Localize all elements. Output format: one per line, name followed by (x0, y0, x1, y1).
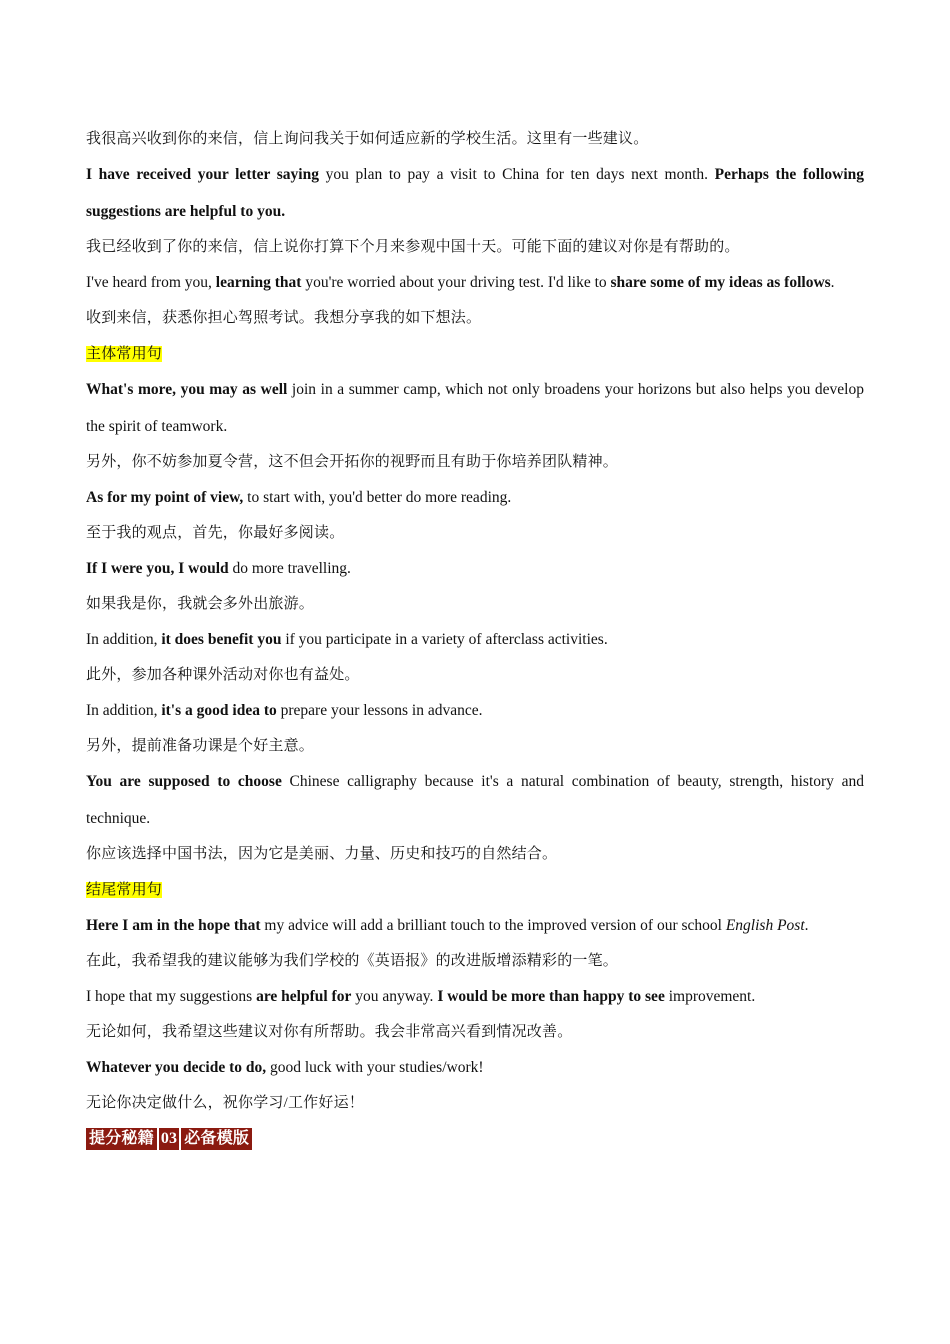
key-phrase: are helpful for (256, 988, 352, 1005)
ending-sentence (86, 1049, 864, 1086)
sentence-text: . (804, 917, 809, 934)
opening-sentence (86, 264, 864, 301)
key-phrase: I have received your letter saying (86, 166, 319, 183)
key-phrase: Perhaps the following suggestions are helpful to you. (86, 166, 865, 220)
sentence-text: you anyway. (351, 988, 438, 1005)
sentence-text: In addition, (86, 631, 162, 648)
cn-translation: 另外，提前准备功课是个好主意。 (86, 738, 315, 754)
badge-part-subtitle: 必备模版 (181, 1128, 252, 1150)
key-phrase: Here I am in the hope that (86, 917, 261, 934)
body-sentence (86, 692, 864, 729)
sentence-text: In addition, (86, 702, 162, 719)
section-badge (86, 1122, 864, 1156)
cn-translation: 如果我是你，我就会多外出旅游。 (86, 596, 315, 612)
key-phrase: Whatever you decide to do, (86, 1059, 267, 1076)
opening-sentence (86, 156, 864, 230)
section-heading-body (86, 337, 864, 371)
cn-translation: 至于我的观点，首先，你最好多阅读。 (86, 525, 345, 541)
key-phrase: You are supposed to choose (86, 773, 282, 790)
cn-translation: 你应该选择中国书法，因为它是美丽、力量、历史和技巧的自然结合。 (86, 846, 558, 862)
cn-translation: 无论如何，我希望这些建议对你有所帮助。我会非常高兴看到情况改善。 (86, 1024, 573, 1040)
sentence-text: prepare your lessons in advance. (276, 702, 483, 719)
badge-number: 03 (159, 1128, 179, 1150)
key-phrase: share some of my ideas as follows (610, 274, 831, 291)
ending-sentence (86, 978, 864, 1015)
sentence-text: you're worried about your driving test. I'd like to (301, 274, 611, 291)
highlighted-heading: 主体常用句 (86, 346, 163, 362)
sentence-text: join in a summer camp, which not only broadens your horizons but also helps you develop the spirit of teamwork. (86, 381, 864, 435)
key-phrase: As for my point of view, (86, 489, 244, 506)
body-sentence (86, 763, 864, 837)
sentence-text: Chinese calligraphy because it's a natural combination of beauty, strength, history and technique. (86, 773, 865, 827)
cn-translation: 此外，参加各种课外活动对你也有益处。 (86, 667, 360, 683)
sentence-text: . (830, 274, 835, 291)
cn-translation: 无论你决定做什么，祝你学习/工作好运！ (86, 1095, 364, 1111)
key-phrase: What's more, you may as well (86, 381, 288, 398)
sentence-text: improvement. (664, 988, 756, 1005)
section-heading-ending (86, 873, 864, 907)
sentence-text: you plan to pay a visit to China for ten days next month. (318, 166, 715, 183)
highlighted-heading: 结尾常用句 (86, 882, 163, 898)
sentence-text: if you participate in a variety of afterclass activities. (281, 631, 608, 648)
badge-part-title: 提分秘籍 (86, 1128, 157, 1150)
sentence-text: my advice will add a brilliant touch to the improved version of our school (260, 917, 726, 934)
document-body (86, 122, 864, 1156)
sentence-text: I've heard from you, (86, 274, 216, 291)
key-phrase: it's a good idea to (161, 702, 277, 719)
cn-translation: 另外，你不妨参加夏令营，这不但会开拓你的视野而且有助于你培养团队精神。 (86, 454, 619, 470)
key-phrase: I would be more than happy to see (437, 988, 665, 1005)
cn-translation: 收到来信，获悉你担心驾照考试。我想分享我的如下想法。 (86, 310, 482, 326)
cn-translation: 在此，我希望我的建议能够为我们学校的《英语报》的改进版增添精彩的一笔。 (86, 953, 619, 969)
key-phrase: learning that (215, 274, 302, 291)
publication-title: English Post (725, 917, 805, 934)
key-phrase: If I were you, I would (86, 560, 229, 577)
body-sentence (86, 371, 864, 445)
cn-translation: 我已经收到了你的来信，信上说你打算下个月来参观中国十天。可能下面的建议对你是有帮助的。 (86, 239, 740, 255)
ending-sentence (86, 907, 864, 944)
body-sentence (86, 621, 864, 658)
sentence-text: good luck with your studies/work! (266, 1059, 484, 1076)
body-sentence (86, 479, 864, 516)
cn-translation: 我很高兴收到你的来信，信上询问我关于如何适应新的学校生活。这里有一些建议。 (86, 131, 649, 147)
sentence-text: to start with, you'd better do more reading. (243, 489, 512, 506)
body-sentence (86, 550, 864, 587)
sentence-text: I hope that my suggestions (86, 988, 257, 1005)
sentence-text: do more travelling. (228, 560, 351, 577)
key-phrase: it does benefit you (161, 631, 282, 648)
